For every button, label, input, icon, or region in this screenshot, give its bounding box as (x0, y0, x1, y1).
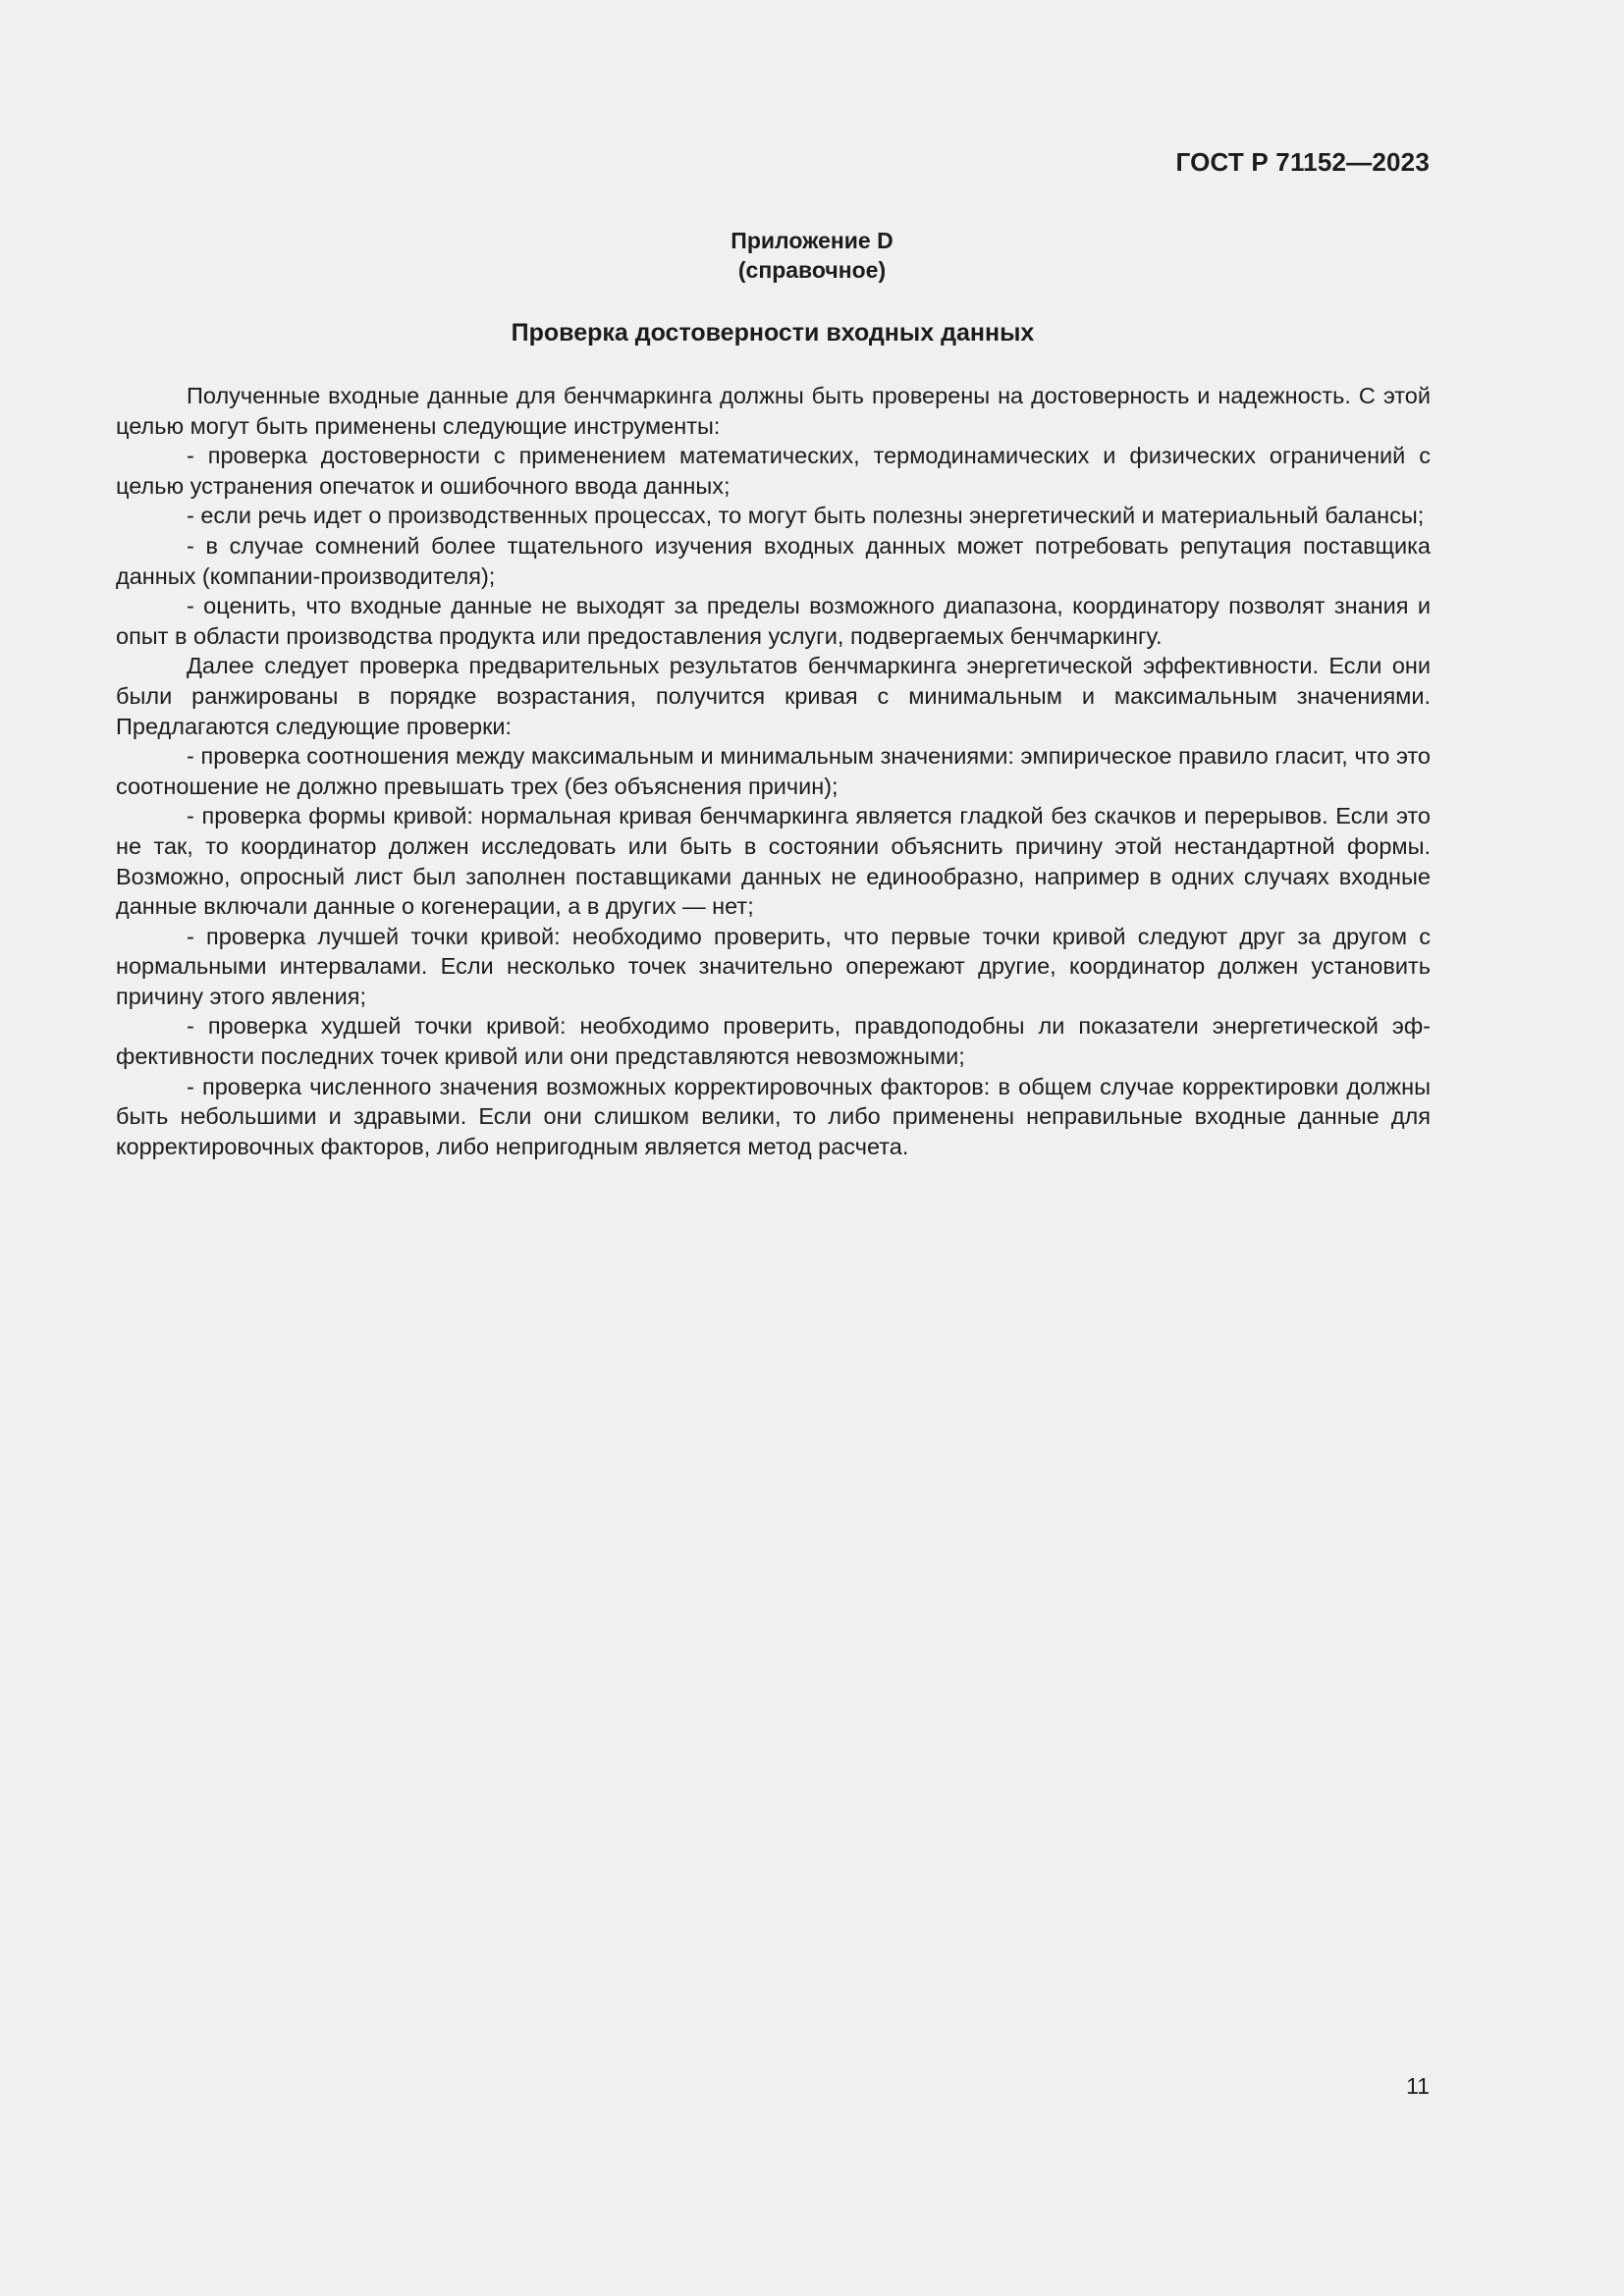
annex-title: Проверка достоверности входных данных (511, 319, 1035, 347)
document-code: ГОСТ Р 71152—2023 (1175, 147, 1430, 177)
annex-label: Приложение D (731, 228, 893, 253)
list-item: - проверка лучшей точки кривой: необходимо проверить, что первые точки кривой следуют друг за другом с нормальными интервалами. Если несколько точек значительно опережают другие, координатор должен установить причину этого явления; (116, 923, 1431, 1009)
page-number: 11 (1406, 2073, 1430, 2099)
list-item: - проверка соотношения между максимальным и минимальным значениями: эмпирическое правило гласит, что это соотношение не должно превышать трех (без объяснения причин); (116, 743, 1431, 799)
annex-heading (0, 226, 1624, 285)
list-item: - оценить, что входные данные не выходят за пределы возможного диапазона, координатору позволят знания и опыт в области производства продукта или предоставления услуги, подвергаемых бенчмаркингу. (116, 593, 1431, 649)
list-item: - проверка достоверности с применением математических, термодинамических и физических ограничений с целью устранения опечаток и ошибочного ввода данных; (116, 443, 1431, 499)
list-item: - если речь идет о производственных процессах, то могут быть полезны энергетический и материальный балансы; (187, 503, 1425, 529)
paragraph: Полученные входные данные для бенчмаркинга должны быть проверены на достоверность и надежность. С этой целью могут быть применены следующие инструменты: (116, 383, 1431, 439)
body-text (116, 381, 1431, 1161)
annex-type: (справочное) (737, 257, 887, 283)
list-item: - проверка численного значения возможных корректировочных факторов: в общем случае корректировки должны быть небольшими и здравыми. Если они слишком велики, то либо применены неправильные входные данные для корректировочных факторов, либо непригодным является метод расчета. (116, 1073, 1431, 1159)
list-item: - проверка худшей точки кривой: необходимо проверить, правдоподобны ли показатели энергетической эффективности последних точек кривой или они представляются невозможными; (116, 1013, 1431, 1070)
paragraph: Далее следует проверка предварительных результатов бенчмаркинга энергетической эффективности. Если они были ранжированы в порядке возрастания, получится кривая с минимальным и максимальным значениями. Предлагаются следующие проверки: (116, 653, 1431, 739)
list-item: - в случае сомнений более тщательного изучения входных данных может потребовать репутация поставщика данных (компании-производителя); (116, 532, 1431, 589)
list-item: - проверка формы кривой: нормальная кривая бенчмаркинга является гладкой без скачков и перерывов. Если это не так, то координатор должен исследовать или быть в состоянии объяснить причину этой нестандартной формы. Возможно, опросный лист был заполнен поставщиками данных не единообразно, например в одних случаях входные данные включали данные о когенерации, а в других — нет; (116, 803, 1431, 920)
